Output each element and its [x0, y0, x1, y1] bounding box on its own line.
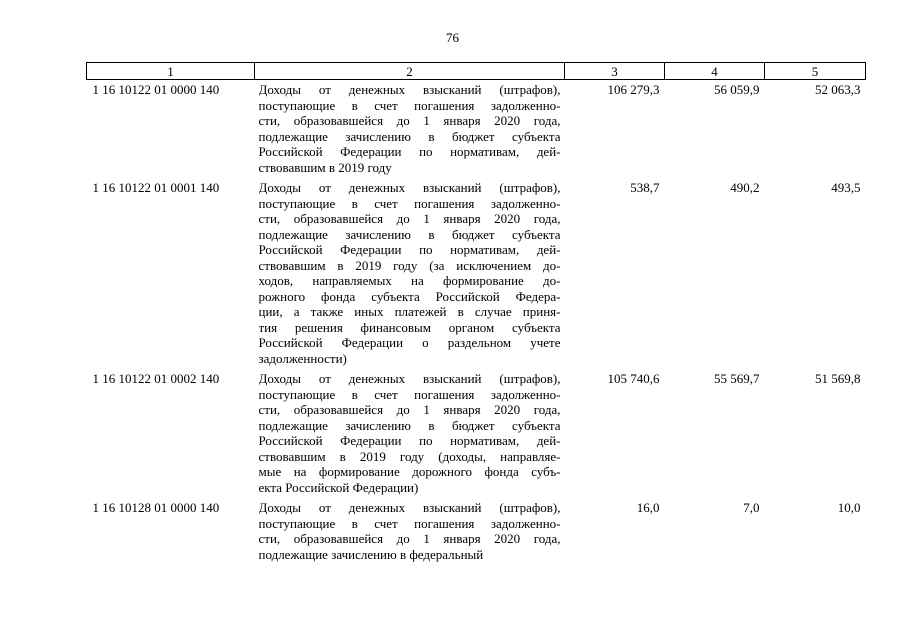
- column-header-4: 4: [665, 63, 765, 80]
- description-line: ции, а также иных платежей в случае приня-: [258, 304, 561, 319]
- description-line: поступающие в счет погашения задолженно-: [258, 386, 561, 402]
- amount-column-4: 55 569,7: [714, 371, 760, 386]
- description-line: поступающие в счет погашения задолженно-: [258, 97, 561, 113]
- description-line: поступающие в счет погашения задолженно-: [258, 515, 561, 531]
- description-line: ствовавшим в 2019 году: [258, 159, 392, 175]
- table-header: [87, 63, 866, 80]
- description-line: Доходы от денежных взысканий (штрафов),: [258, 371, 561, 386]
- description-line: Российской Федерации по нормативам, дей-: [258, 242, 561, 257]
- description-line: подлежащие зачислению в федеральный: [258, 546, 484, 562]
- classification-code: 1 16 10122 01 0000 140: [92, 82, 220, 97]
- revenue-description: [255, 498, 565, 565]
- description-line: рожного фонда субъекта Российской Федера-: [258, 288, 561, 304]
- description-line: ходов, направляемых на формирование до-: [258, 273, 561, 288]
- description-line: ствовавшим в 2019 году (за исключением до-: [258, 257, 561, 273]
- description-line: сти, образовавшейся до 1 января 2020 года,: [258, 211, 561, 226]
- table-body: [87, 80, 866, 566]
- revenue-description: [255, 80, 565, 179]
- description-line: тия решения финансовым органом субъекта: [258, 319, 561, 335]
- description-line: сти, образовавшейся до 1 января 2020 года,: [258, 402, 561, 417]
- amount-column-3: 16,0: [636, 500, 660, 515]
- classification-code: 1 16 10122 01 0002 140: [92, 371, 220, 386]
- classification-code: 1 16 10128 01 0000 140: [92, 500, 220, 515]
- description-line: екта Российской Федерации): [258, 479, 419, 495]
- amount-column-4: 56 059,9: [714, 82, 760, 97]
- page-number: 76: [446, 30, 459, 45]
- amount-column-5: 51 569,8: [815, 371, 861, 386]
- amount-column-3: 106 279,3: [607, 82, 660, 97]
- table-row: [87, 498, 866, 565]
- column-header-5: 5: [765, 63, 866, 80]
- description-line: поступающие в счет погашения задолженно-: [258, 195, 561, 211]
- column-header-2: 2: [255, 63, 565, 80]
- table-row: [87, 369, 866, 498]
- description-line: сти, образовавшейся до 1 января 2020 года,: [258, 531, 561, 546]
- amount-column-5: 52 063,3: [815, 82, 861, 97]
- description-line: подлежащие зачислению в бюджет субъекта: [258, 128, 561, 144]
- amount-column-4: 490,2: [730, 180, 760, 195]
- description-line: ствовавшим в 2019 году (доходы, направляе-: [258, 448, 561, 464]
- description-line: подлежащие зачислению в бюджет субъекта: [258, 417, 561, 433]
- amount-column-3: 105 740,6: [607, 371, 660, 386]
- table-row: [87, 80, 866, 179]
- column-header-1: 1: [87, 63, 255, 80]
- header-row: [87, 63, 866, 80]
- description-line: сти, образовавшейся до 1 января 2020 года,: [258, 113, 561, 128]
- amount-column-5: 493,5: [831, 180, 861, 195]
- revenue-description: [255, 369, 565, 498]
- description-line: Российской Федерации по нормативам, дей-: [258, 144, 561, 159]
- description-line: задолженности): [258, 350, 347, 366]
- revenue-description: [255, 178, 565, 369]
- description-line: Доходы от денежных взысканий (штрафов),: [258, 82, 561, 97]
- amount-column-4: 7,0: [743, 500, 760, 515]
- amount-column-5: 10,0: [837, 500, 861, 515]
- revenue-table: [86, 62, 866, 565]
- description-line: подлежащие зачислению в бюджет субъекта: [258, 226, 561, 242]
- description-line: мые на формирование дорожного фонда субъ-: [258, 464, 561, 479]
- description-line: Доходы от денежных взысканий (штрафов),: [258, 500, 561, 515]
- column-header-3: 3: [565, 63, 665, 80]
- amount-column-3: 538,7: [630, 180, 660, 195]
- table-row: [87, 178, 866, 369]
- classification-code: 1 16 10122 01 0001 140: [92, 180, 220, 195]
- description-line: Доходы от денежных взысканий (штрафов),: [258, 180, 561, 195]
- description-line: Российской Федерации по нормативам, дей-: [258, 433, 561, 448]
- description-line: Российской Федерации о раздельном учете: [258, 335, 561, 350]
